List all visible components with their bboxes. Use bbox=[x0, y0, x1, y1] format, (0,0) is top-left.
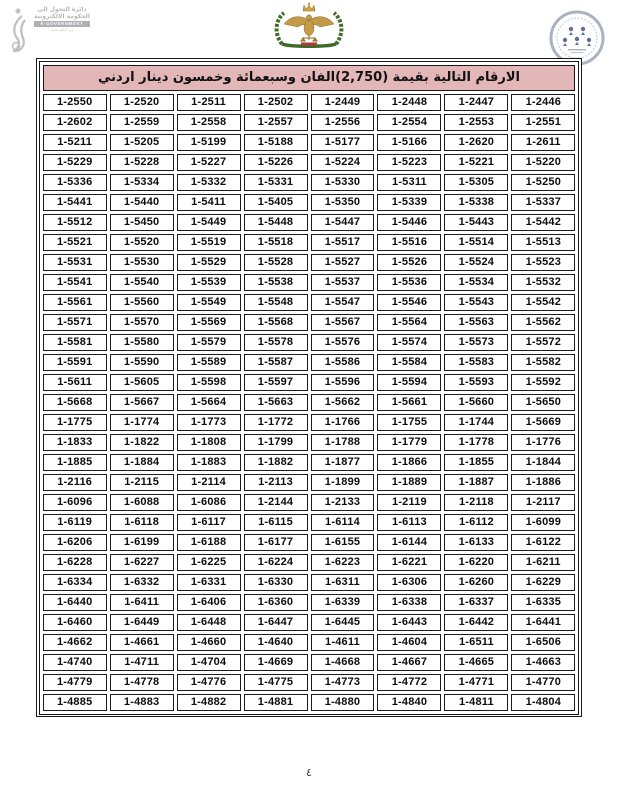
serial-number-cell: 1-6511 bbox=[444, 634, 508, 651]
serial-number-cell: 1-4776 bbox=[177, 674, 241, 691]
eagle-crown-wreath-icon bbox=[268, 2, 350, 48]
serial-number-cell: 1-5668 bbox=[43, 394, 107, 411]
table-row bbox=[43, 174, 576, 191]
serial-number-cell: 1-5563 bbox=[444, 314, 508, 331]
serial-number-cell: 1-5443 bbox=[444, 214, 508, 231]
serial-number-cell: 1-5220 bbox=[511, 154, 575, 171]
table-row bbox=[43, 434, 576, 451]
egov-swirl-icon bbox=[8, 6, 34, 54]
serial-number-cell: 1-5311 bbox=[377, 174, 441, 191]
table-row bbox=[43, 534, 576, 551]
serial-number-cell: 1-5592 bbox=[511, 374, 575, 391]
serial-number-cell: 1-5512 bbox=[43, 214, 107, 231]
serials-table-frame bbox=[36, 58, 582, 717]
serial-number-cell: 1-5570 bbox=[110, 314, 174, 331]
serial-number-cell: 1-2447 bbox=[444, 94, 508, 111]
serial-number-cell: 1-2448 bbox=[377, 94, 441, 111]
serial-number-cell: 1-5338 bbox=[444, 194, 508, 211]
serial-number-cell: 1-5339 bbox=[377, 194, 441, 211]
serial-number-cell: 1-1778 bbox=[444, 434, 508, 451]
serial-number-cell: 1-6155 bbox=[311, 534, 375, 551]
serial-number-cell: 1-5337 bbox=[511, 194, 575, 211]
serial-number-cell: 1-1889 bbox=[377, 474, 441, 491]
serial-number-cell: 1-4773 bbox=[311, 674, 375, 691]
serial-number-cell: 1-4885 bbox=[43, 694, 107, 711]
serial-number-cell: 1-6441 bbox=[511, 614, 575, 631]
serial-number-cell: 1-5223 bbox=[377, 154, 441, 171]
serial-number-cell: 1-4669 bbox=[244, 654, 308, 671]
serial-number-cell: 1-2620 bbox=[444, 134, 508, 151]
table-row bbox=[43, 454, 576, 471]
serial-number-cell: 1-6199 bbox=[110, 534, 174, 551]
serial-number-cell: 1-5449 bbox=[177, 214, 241, 231]
table-row bbox=[43, 654, 576, 671]
serial-number-cell: 1-2116 bbox=[43, 474, 107, 491]
serial-number-cell: 1-2113 bbox=[244, 474, 308, 491]
serial-number-cell: 1-1877 bbox=[311, 454, 375, 471]
serial-number-cell: 1-4883 bbox=[110, 694, 174, 711]
serial-number-cell: 1-6112 bbox=[444, 514, 508, 531]
serial-number-cell: 1-6223 bbox=[311, 554, 375, 571]
table-row bbox=[43, 354, 576, 371]
serial-number-cell: 1-5663 bbox=[244, 394, 308, 411]
egov-banner: E-GOVERNMENT bbox=[34, 21, 90, 27]
serial-number-cell: 1-1808 bbox=[177, 434, 241, 451]
serial-number-cell: 1-6099 bbox=[511, 514, 575, 531]
serial-number-cell: 1-1788 bbox=[311, 434, 375, 451]
serial-number-cell: 1-6206 bbox=[43, 534, 107, 551]
serial-number-cell: 1-6311 bbox=[311, 574, 375, 591]
serial-number-cell: 1-6449 bbox=[110, 614, 174, 631]
table-row bbox=[43, 194, 576, 211]
serial-number-cell: 1-5576 bbox=[311, 334, 375, 351]
serial-number-cell: 1-4663 bbox=[511, 654, 575, 671]
serial-number-cell: 1-1766 bbox=[311, 414, 375, 431]
serial-number-cell: 1-5199 bbox=[177, 134, 241, 151]
serial-number-cell: 1-5597 bbox=[244, 374, 308, 391]
serial-number-cell: 1-6331 bbox=[177, 574, 241, 591]
serial-number-cell: 1-2511 bbox=[177, 94, 241, 111]
serial-number-cell: 1-4665 bbox=[444, 654, 508, 671]
serial-number-cell: 1-5205 bbox=[110, 134, 174, 151]
serial-number-cell: 1-5226 bbox=[244, 154, 308, 171]
serial-number-cell: 1-4778 bbox=[110, 674, 174, 691]
serial-number-cell: 1-5224 bbox=[311, 154, 375, 171]
serial-number-cell: 1-5524 bbox=[444, 254, 508, 271]
serial-number-cell: 1-5331 bbox=[244, 174, 308, 191]
serial-number-cell: 1-2502 bbox=[244, 94, 308, 111]
serial-number-cell: 1-6227 bbox=[110, 554, 174, 571]
serial-number-cell: 1-5532 bbox=[511, 274, 575, 291]
serial-number-cell: 1-5531 bbox=[43, 254, 107, 271]
serial-number-cell: 1-5564 bbox=[377, 314, 441, 331]
serial-number-cell: 1-6339 bbox=[311, 594, 375, 611]
serial-number-cell: 1-5523 bbox=[511, 254, 575, 271]
serial-number-cell: 1-5667 bbox=[110, 394, 174, 411]
serial-number-cell: 1-6440 bbox=[43, 594, 107, 611]
serial-number-cell: 1-6306 bbox=[377, 574, 441, 591]
serial-number-cell: 1-5586 bbox=[311, 354, 375, 371]
serial-number-cell: 1-5520 bbox=[110, 234, 174, 251]
serial-number-cell: 1-5581 bbox=[43, 334, 107, 351]
table-title: الارقام التالية بقيمة (2,750)الفان وسبعمائة وخمسون دينار اردني bbox=[43, 65, 576, 91]
serial-number-cell: 1-5516 bbox=[377, 234, 441, 251]
serial-number-cell: 1-6177 bbox=[244, 534, 308, 551]
serial-number-cell: 1-5534 bbox=[444, 274, 508, 291]
serial-number-cell: 1-6506 bbox=[511, 634, 575, 651]
serial-number-cell: 1-1779 bbox=[377, 434, 441, 451]
title-row bbox=[43, 65, 576, 91]
serial-number-cell: 1-6122 bbox=[511, 534, 575, 551]
serial-number-cell: 1-6118 bbox=[110, 514, 174, 531]
table-row bbox=[43, 274, 576, 291]
serial-number-cell: 1-4882 bbox=[177, 694, 241, 711]
serial-number-cell: 1-4779 bbox=[43, 674, 107, 691]
serial-number-cell: 1-5330 bbox=[311, 174, 375, 191]
table-row bbox=[43, 334, 576, 351]
serial-number-cell: 1-4772 bbox=[377, 674, 441, 691]
serial-number-cell: 1-5660 bbox=[444, 394, 508, 411]
serial-number-cell: 1-4661 bbox=[110, 634, 174, 651]
serial-number-cell: 1-5334 bbox=[110, 174, 174, 191]
serial-number-cell: 1-2133 bbox=[311, 494, 375, 511]
serial-number-cell: 1-4611 bbox=[311, 634, 375, 651]
serial-number-cell: 1-6338 bbox=[377, 594, 441, 611]
serial-number-cell: 1-4881 bbox=[244, 694, 308, 711]
serial-number-cell: 1-5580 bbox=[110, 334, 174, 351]
serial-number-cell: 1-5546 bbox=[377, 294, 441, 311]
serial-number-cell: 1-5587 bbox=[244, 354, 308, 371]
serial-number-cell: 1-5513 bbox=[511, 234, 575, 251]
serial-number-cell: 1-5591 bbox=[43, 354, 107, 371]
serials-table bbox=[40, 62, 579, 714]
serial-number-cell: 1-6119 bbox=[43, 514, 107, 531]
serial-number-cell: 1-1844 bbox=[511, 454, 575, 471]
serial-number-cell: 1-5593 bbox=[444, 374, 508, 391]
serial-number-cell: 1-5664 bbox=[177, 394, 241, 411]
serial-number-cell: 1-5305 bbox=[444, 174, 508, 191]
serial-number-cell: 1-1866 bbox=[377, 454, 441, 471]
serial-number-cell: 1-5569 bbox=[177, 314, 241, 331]
serial-number-cell: 1-4662 bbox=[43, 634, 107, 651]
serial-number-cell: 1-2117 bbox=[511, 494, 575, 511]
serial-number-cell: 1-5560 bbox=[110, 294, 174, 311]
serial-number-cell: 1-5605 bbox=[110, 374, 174, 391]
serial-number-cell: 1-6360 bbox=[244, 594, 308, 611]
serial-number-cell: 1-2550 bbox=[43, 94, 107, 111]
table-row bbox=[43, 614, 576, 631]
serial-number-cell: 1-5669 bbox=[511, 414, 575, 431]
serial-number-cell: 1-6442 bbox=[444, 614, 508, 631]
serial-number-cell: 1-5538 bbox=[244, 274, 308, 291]
table-row bbox=[43, 254, 576, 271]
table-row bbox=[43, 94, 576, 111]
serial-number-cell: 1-1776 bbox=[511, 434, 575, 451]
serial-number-cell: 1-6460 bbox=[43, 614, 107, 631]
serial-number-cell: 1-1883 bbox=[177, 454, 241, 471]
serial-number-cell: 1-2602 bbox=[43, 114, 107, 131]
serial-number-cell: 1-6086 bbox=[177, 494, 241, 511]
serial-number-cell: 1-4668 bbox=[311, 654, 375, 671]
serial-number-cell: 1-1886 bbox=[511, 474, 575, 491]
serial-number-cell: 1-5526 bbox=[377, 254, 441, 271]
serial-number-cell: 1-6229 bbox=[511, 574, 575, 591]
serial-number-cell: 1-5578 bbox=[244, 334, 308, 351]
svg-text:✺: ✺ bbox=[14, 7, 22, 16]
serial-number-cell: 1-6211 bbox=[511, 554, 575, 571]
table-row bbox=[43, 594, 576, 611]
serial-number-cell: 1-1885 bbox=[43, 454, 107, 471]
serial-number-cell: 1-6406 bbox=[177, 594, 241, 611]
serial-number-cell: 1-2446 bbox=[511, 94, 575, 111]
serial-number-cell: 1-6096 bbox=[43, 494, 107, 511]
serial-number-cell: 1-1774 bbox=[110, 414, 174, 431]
serial-number-cell: 1-5450 bbox=[110, 214, 174, 231]
serial-number-cell: 1-6188 bbox=[177, 534, 241, 551]
serial-number-cell: 1-4640 bbox=[244, 634, 308, 651]
serial-number-cell: 1-5529 bbox=[177, 254, 241, 271]
table-row bbox=[43, 554, 576, 571]
table-row bbox=[43, 374, 576, 391]
serial-number-cell: 1-5589 bbox=[177, 354, 241, 371]
serial-number-cell: 1-5250 bbox=[511, 174, 575, 191]
serial-number-cell: 1-4840 bbox=[377, 694, 441, 711]
serial-number-cell: 1-6443 bbox=[377, 614, 441, 631]
serial-number-cell: 1-6337 bbox=[444, 594, 508, 611]
serial-number-cell: 1-5579 bbox=[177, 334, 241, 351]
serial-number-cell: 1-5567 bbox=[311, 314, 375, 331]
serial-number-cell: 1-5211 bbox=[43, 134, 107, 151]
page-header bbox=[0, 0, 618, 58]
serial-number-cell: 1-1882 bbox=[244, 454, 308, 471]
serial-number-cell: 1-6114 bbox=[311, 514, 375, 531]
serial-number-cell: 1-6133 bbox=[444, 534, 508, 551]
egov-small-text: من أجلكم نعمل bbox=[50, 28, 74, 32]
numbers-table-body bbox=[43, 65, 576, 711]
serial-number-cell: 1-5541 bbox=[43, 274, 107, 291]
serial-number-cell: 1-4704 bbox=[177, 654, 241, 671]
serial-number-cell: 1-2611 bbox=[511, 134, 575, 151]
serial-number-cell: 1-6332 bbox=[110, 574, 174, 591]
serial-number-cell: 1-4811 bbox=[444, 694, 508, 711]
serial-number-cell: 1-6447 bbox=[244, 614, 308, 631]
serial-number-cell: 1-2115 bbox=[110, 474, 174, 491]
egov-line2: الحكومة الالكترونية bbox=[34, 13, 90, 20]
serial-number-cell: 1-5518 bbox=[244, 234, 308, 251]
serial-number-cell: 1-1884 bbox=[110, 454, 174, 471]
serial-number-cell: 1-5568 bbox=[244, 314, 308, 331]
serial-number-cell: 1-5543 bbox=[444, 294, 508, 311]
table-row bbox=[43, 394, 576, 411]
serial-number-cell: 1-1822 bbox=[110, 434, 174, 451]
serial-number-cell: 1-5166 bbox=[377, 134, 441, 151]
egov-line1: دائرة التحول الى bbox=[37, 6, 87, 13]
table-row bbox=[43, 134, 576, 151]
public-security-emblem bbox=[261, 2, 357, 60]
serial-number-cell: 1-5562 bbox=[511, 314, 575, 331]
serial-number-cell: 1-2118 bbox=[444, 494, 508, 511]
serial-number-cell: 1-5188 bbox=[244, 134, 308, 151]
table-row bbox=[43, 294, 576, 311]
serial-number-cell: 1-5590 bbox=[110, 354, 174, 371]
serial-number-cell: 1-5584 bbox=[377, 354, 441, 371]
serial-number-cell: 1-5527 bbox=[311, 254, 375, 271]
serial-number-cell: 1-4804 bbox=[511, 694, 575, 711]
serial-number-cell: 1-5530 bbox=[110, 254, 174, 271]
serial-number-cell: 1-6221 bbox=[377, 554, 441, 571]
serial-number-cell: 1-6448 bbox=[177, 614, 241, 631]
serial-number-cell: 1-2449 bbox=[311, 94, 375, 111]
serial-number-cell: 1-5596 bbox=[311, 374, 375, 391]
serial-number-cell: 1-5547 bbox=[311, 294, 375, 311]
serial-number-cell: 1-5572 bbox=[511, 334, 575, 351]
serial-number-cell: 1-4711 bbox=[110, 654, 174, 671]
serial-number-cell: 1-5650 bbox=[511, 394, 575, 411]
serial-number-cell: 1-6330 bbox=[244, 574, 308, 591]
serial-number-cell: 1-6445 bbox=[311, 614, 375, 631]
serial-number-cell: 1-5446 bbox=[377, 214, 441, 231]
serial-number-cell: 1-4740 bbox=[43, 654, 107, 671]
serial-number-cell: 1-5574 bbox=[377, 334, 441, 351]
serial-number-cell: 1-2557 bbox=[244, 114, 308, 131]
serial-number-cell: 1-5440 bbox=[110, 194, 174, 211]
serial-number-cell: 1-5405 bbox=[244, 194, 308, 211]
serial-number-cell: 1-6088 bbox=[110, 494, 174, 511]
serial-number-cell: 1-5548 bbox=[244, 294, 308, 311]
serial-number-cell: 1-1775 bbox=[43, 414, 107, 431]
serial-number-cell: 1-5519 bbox=[177, 234, 241, 251]
serial-number-cell: 1-5583 bbox=[444, 354, 508, 371]
serial-number-cell: 1-5611 bbox=[43, 374, 107, 391]
serial-number-cell: 1-6334 bbox=[43, 574, 107, 591]
serial-number-cell: 1-5441 bbox=[43, 194, 107, 211]
serial-number-cell: 1-5542 bbox=[511, 294, 575, 311]
serial-number-cell: 1-4770 bbox=[511, 674, 575, 691]
serial-number-cell: 1-2551 bbox=[511, 114, 575, 131]
table-row bbox=[43, 114, 576, 131]
serial-number-cell: 1-2553 bbox=[444, 114, 508, 131]
serial-number-cell: 1-5350 bbox=[311, 194, 375, 211]
table-row bbox=[43, 214, 576, 231]
serial-number-cell: 1-6260 bbox=[444, 574, 508, 591]
serial-number-cell: 1-1799 bbox=[244, 434, 308, 451]
serial-number-cell: 1-4660 bbox=[177, 634, 241, 651]
serial-number-cell: 1-5582 bbox=[511, 354, 575, 371]
serial-number-cell: 1-6220 bbox=[444, 554, 508, 571]
serial-number-cell: 1-1773 bbox=[177, 414, 241, 431]
serial-number-cell: 1-5573 bbox=[444, 334, 508, 351]
serial-number-cell: 1-2119 bbox=[377, 494, 441, 511]
serial-number-cell: 1-5336 bbox=[43, 174, 107, 191]
serial-number-cell: 1-5227 bbox=[177, 154, 241, 171]
serial-number-cell: 1-6225 bbox=[177, 554, 241, 571]
serial-number-cell: 1-4880 bbox=[311, 694, 375, 711]
table-row bbox=[43, 634, 576, 651]
table-row bbox=[43, 514, 576, 531]
egov-logo-text bbox=[34, 6, 90, 33]
serial-number-cell: 1-5661 bbox=[377, 394, 441, 411]
table-row bbox=[43, 494, 576, 511]
serial-number-cell: 1-2114 bbox=[177, 474, 241, 491]
serial-number-cell: 1-2558 bbox=[177, 114, 241, 131]
serial-number-cell: 1-5229 bbox=[43, 154, 107, 171]
serial-number-cell: 1-5571 bbox=[43, 314, 107, 331]
serial-number-cell: 1-4604 bbox=[377, 634, 441, 651]
serial-number-cell: 1-6115 bbox=[244, 514, 308, 531]
serial-number-cell: 1-6411 bbox=[110, 594, 174, 611]
serial-number-cell: 1-6224 bbox=[244, 554, 308, 571]
serial-number-cell: 1-6113 bbox=[377, 514, 441, 531]
serial-number-cell: 1-2144 bbox=[244, 494, 308, 511]
serial-number-cell: 1-5332 bbox=[177, 174, 241, 191]
egov-logo bbox=[8, 6, 96, 56]
serial-number-cell: 1-5539 bbox=[177, 274, 241, 291]
serial-number-cell: 1-1899 bbox=[311, 474, 375, 491]
serial-number-cell: 1-2556 bbox=[311, 114, 375, 131]
serial-number-cell: 1-1855 bbox=[444, 454, 508, 471]
serial-number-cell: 1-4667 bbox=[377, 654, 441, 671]
serial-number-cell: 1-5221 bbox=[444, 154, 508, 171]
serial-number-cell: 1-5528 bbox=[244, 254, 308, 271]
serial-number-cell: 1-5517 bbox=[311, 234, 375, 251]
serial-number-cell: 1-6117 bbox=[177, 514, 241, 531]
table-row bbox=[43, 234, 576, 251]
serial-number-cell: 1-1887 bbox=[444, 474, 508, 491]
serial-number-cell: 1-6144 bbox=[377, 534, 441, 551]
serial-number-cell: 1-5177 bbox=[311, 134, 375, 151]
serial-number-cell: 1-4775 bbox=[244, 674, 308, 691]
serial-number-cell: 1-1755 bbox=[377, 414, 441, 431]
serial-number-cell: 1-2559 bbox=[110, 114, 174, 131]
serial-number-cell: 1-5514 bbox=[444, 234, 508, 251]
serial-number-cell: 1-6228 bbox=[43, 554, 107, 571]
serial-number-cell: 1-5536 bbox=[377, 274, 441, 291]
serial-number-cell: 1-1833 bbox=[43, 434, 107, 451]
serial-number-cell: 1-1744 bbox=[444, 414, 508, 431]
table-row bbox=[43, 314, 576, 331]
serial-number-cell: 1-5521 bbox=[43, 234, 107, 251]
serial-number-cell: 1-6335 bbox=[511, 594, 575, 611]
table-row bbox=[43, 674, 576, 691]
serial-number-cell: 1-5598 bbox=[177, 374, 241, 391]
serial-number-cell: 1-5561 bbox=[43, 294, 107, 311]
serial-number-cell: 1-5228 bbox=[110, 154, 174, 171]
table-row bbox=[43, 694, 576, 711]
serial-number-cell: 1-4771 bbox=[444, 674, 508, 691]
serial-number-cell: 1-5448 bbox=[244, 214, 308, 231]
serial-number-cell: 1-5594 bbox=[377, 374, 441, 391]
table-row bbox=[43, 154, 576, 171]
serial-number-cell: 1-5540 bbox=[110, 274, 174, 291]
serial-number-cell: 1-5411 bbox=[177, 194, 241, 211]
serial-number-cell: 1-5537 bbox=[311, 274, 375, 291]
serial-number-cell: 1-5442 bbox=[511, 214, 575, 231]
serial-number-cell: 1-5549 bbox=[177, 294, 241, 311]
serial-number-cell: 1-2554 bbox=[377, 114, 441, 131]
table-row bbox=[43, 414, 576, 431]
serial-number-cell: 1-1772 bbox=[244, 414, 308, 431]
serial-number-cell: 1-5447 bbox=[311, 214, 375, 231]
table-row bbox=[43, 474, 576, 491]
serial-number-cell: 1-5662 bbox=[311, 394, 375, 411]
table-row bbox=[43, 574, 576, 591]
page-number: ٤ bbox=[306, 766, 312, 779]
serial-number-cell: 1-2520 bbox=[110, 94, 174, 111]
